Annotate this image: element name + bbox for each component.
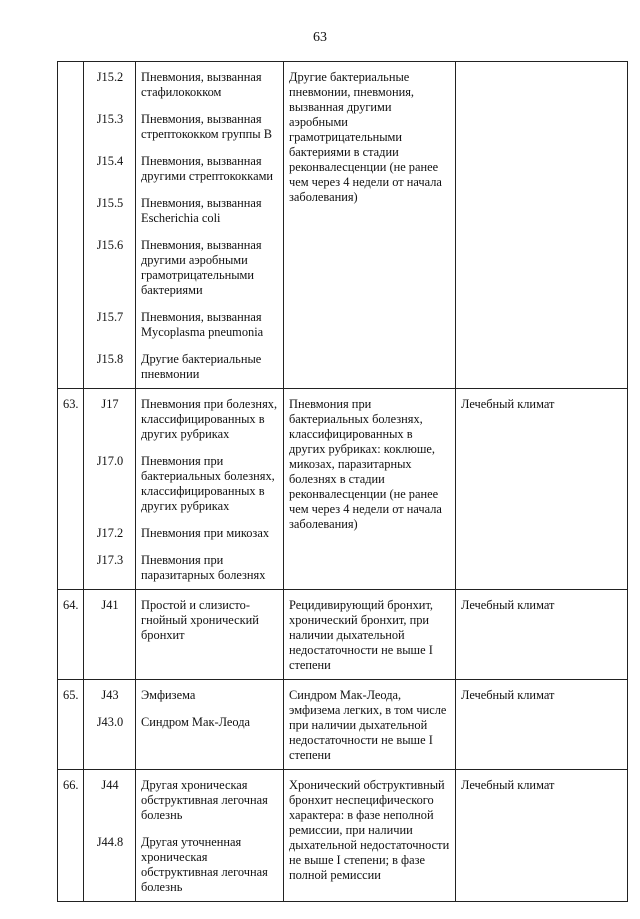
diagnosis-name: Пневмония, вызванная другими аэробными грамотрицательными бактериями bbox=[141, 238, 262, 297]
table-row bbox=[58, 680, 628, 770]
icd-code-cell bbox=[84, 770, 136, 902]
table-row bbox=[58, 389, 628, 590]
icd-code-cell bbox=[84, 389, 136, 590]
diagnosis-name: Пневмония, вызванная стафилококком bbox=[141, 70, 262, 99]
conditions-cell: Другие бактериальные пневмонии, пневмония, вызванная другими аэробными грамотрицательными бактериями в стадии реконвалесценции (не ранее чем через 4 недели от начала заболевания) bbox=[284, 62, 456, 389]
icd-code: J17.2 bbox=[96, 526, 124, 540]
diagnosis-name: Пневмония, вызванная стрептококком группы В bbox=[141, 112, 272, 141]
icd-code: J44.8 bbox=[96, 835, 124, 849]
diagnosis-name: Пневмония при болезнях, классифицированных в других рубриках bbox=[141, 397, 278, 441]
icd-code: J15.5 bbox=[96, 196, 124, 210]
diagnosis-name: Простой и слизисто-гнойный хронический бронхит bbox=[141, 598, 259, 642]
diagnosis-cell bbox=[136, 62, 284, 389]
diagnosis-name: Пневмония при микозах bbox=[141, 526, 270, 540]
diagnosis-cell bbox=[136, 389, 284, 590]
row-number: 64. bbox=[58, 590, 84, 680]
treatment-factor-cell: Лечебный климат bbox=[456, 680, 628, 770]
conditions-cell: Пневмония при бактериальных болезнях, классифицированных в других рубриках: коклюше, микозах, паразитарных болезнях в стадии реконвалесценции (не ранее чем через 4 недели от начала заболевания) bbox=[284, 389, 456, 590]
icd-code: J15.3 bbox=[96, 112, 124, 126]
icd-code: J15.4 bbox=[96, 154, 124, 168]
icd-code: J17.0 bbox=[96, 454, 124, 468]
icd-code: J15.7 bbox=[96, 310, 124, 324]
diagnosis-cell bbox=[136, 680, 284, 770]
icd-code-cell bbox=[84, 62, 136, 389]
diagnosis-cell bbox=[136, 770, 284, 902]
icd-code: J17 bbox=[101, 397, 119, 411]
diagnosis-name: Синдром Мак-Леода bbox=[141, 715, 251, 729]
diagnosis-name: Эмфизема bbox=[141, 688, 196, 702]
diagnosis-name: Пневмония при паразитарных болезнях bbox=[141, 553, 266, 582]
icd-code: J15.2 bbox=[96, 70, 124, 84]
diagnosis-name: Пневмония, вызванная Mycoplasma pneumonia bbox=[141, 310, 264, 339]
icd-code: J41 bbox=[101, 598, 119, 612]
treatment-factor-cell: Лечебный климат bbox=[456, 590, 628, 680]
conditions-cell: Хронический обструктивный бронхит неспецифического характера: в фазе неполной ремиссии, при наличии дыхательной недостаточности не выше I степени; в фазе полной ремиссии bbox=[284, 770, 456, 902]
diagnosis-name: Другие бактериальные пневмонии bbox=[141, 352, 262, 381]
icd-code: J17.3 bbox=[96, 553, 124, 567]
diagnosis-name: Пневмония, вызванная другими стрептококками bbox=[141, 154, 274, 183]
diagnosis-name: Пневмония при бактериальных болезнях, классифицированных в других рубриках bbox=[141, 454, 275, 513]
table-row bbox=[58, 590, 628, 680]
treatment-table bbox=[57, 61, 628, 902]
row-number: 66. bbox=[58, 770, 84, 902]
treatment-factor-cell: Лечебный климат bbox=[456, 389, 628, 590]
table-row bbox=[58, 62, 628, 389]
icd-code-cell bbox=[84, 680, 136, 770]
icd-code: J44 bbox=[101, 778, 119, 792]
diagnosis-name: Пневмония, вызванная Escherichia coli bbox=[141, 196, 262, 225]
conditions-cell: Рецидивирующий бронхит, хронический бронхит, при наличии дыхательной недостаточности не выше I степени bbox=[284, 590, 456, 680]
treatment-factor-cell: Лечебный климат bbox=[456, 770, 628, 902]
icd-code: J43.0 bbox=[96, 715, 124, 729]
icd-code: J15.8 bbox=[96, 352, 124, 366]
diagnosis-cell bbox=[136, 590, 284, 680]
conditions-cell: Синдром Мак-Леода, эмфизема легких, в том числе при наличии дыхательной недостаточности не выше I степени bbox=[284, 680, 456, 770]
row-number bbox=[58, 62, 84, 389]
diagnosis-name: Другая хроническая обструктивная легочная болезнь bbox=[141, 778, 268, 822]
row-number: 63. bbox=[58, 389, 84, 590]
table-row bbox=[58, 770, 628, 902]
icd-code: J43 bbox=[101, 688, 119, 702]
page-number: 63 bbox=[313, 30, 327, 45]
treatment-factor-cell bbox=[456, 62, 628, 389]
icd-code: J15.6 bbox=[96, 238, 124, 252]
diagnosis-name: Другая уточненная хроническая обструктивная легочная болезнь bbox=[141, 835, 268, 894]
icd-code-cell bbox=[84, 590, 136, 680]
row-number: 65. bbox=[58, 680, 84, 770]
